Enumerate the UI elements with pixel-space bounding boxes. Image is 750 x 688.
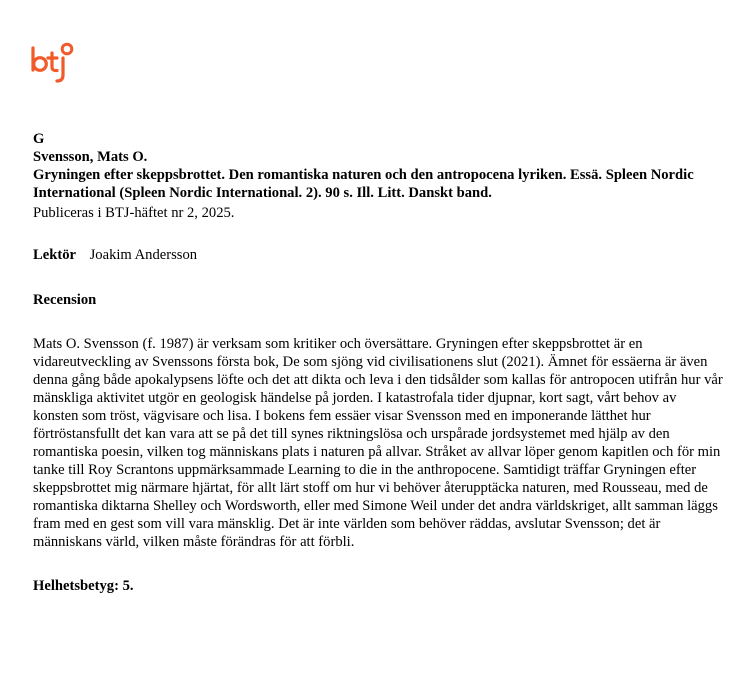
book-title-line: Gryningen efter skeppsbrottet. Den romantiska naturen och den antropocena lyriken. Essä. Spleen Nordic International (Spleen Nordic International. 2). 90 s. Ill. Litt. Danskt band. (33, 167, 694, 201)
recension-heading: Recension (33, 292, 97, 308)
overall-rating: Helhetsbetyg: 5. (33, 578, 134, 594)
lektor-name: Joakim Andersson (89, 247, 198, 263)
lektor-row (33, 246, 723, 264)
btj-logo-mark (30, 40, 80, 86)
publication-note: Publiceras i BTJ-häftet nr 2, 2025. (33, 205, 235, 221)
author-name: Svensson, Mats O. (33, 149, 148, 165)
btj-logo (30, 40, 80, 86)
review-document (33, 130, 723, 595)
classification-code: G (33, 131, 45, 147)
lektor-label: Lektör (33, 247, 76, 263)
review-body-text: Mats O. Svensson (f. 1987) är verksam som kritiker och översättare. Gryningen efter skeppsbrottet är en vidareutveckling av Svenssons första bok, De som sjöng vid civilisationens slut (2021). Ämnet för essäerna är även denna gång både apokalypsens löfte och det att dikta och leva i den tidsålder som kallas för antropocen utifrån hur vår mänskliga aktivitet utgör en geologisk händelse på jorden. I katastrofala tider djupnar, kort sagt, vårt behov av konsten som tröst, vägvisare och lisa. I bokens fem essäer visar Svensson med en imponerande lätthet hur förtröstansfullt det kan vara att se på det till synes riktningslösa och urspårade jordsystemet med hjälp av den romantiska poesin, vilken tog människans plats i naturen på allvar. Stråket av allvar löper genom kapitlen och för min tanke till Roy Scrantons uppmärksammade Learning to die in the anthropocene. Samtidigt träffar Gryningen efter skeppsbrottet mig närmare hjärtat, för allt lärt stoff om hur vi behöver återupptäcka naturen, med Rousseau, med de romantiska diktarna Shelley och Wordsworth, eller med Simone Weil under det andra världskriget, allt samman läggs fram med en gest som vill vara mänsklig. Det är inte världen som behöver räddas, avslutar Svensson; det är människans värld, vilken måste förändras för att förbli. (33, 336, 723, 550)
